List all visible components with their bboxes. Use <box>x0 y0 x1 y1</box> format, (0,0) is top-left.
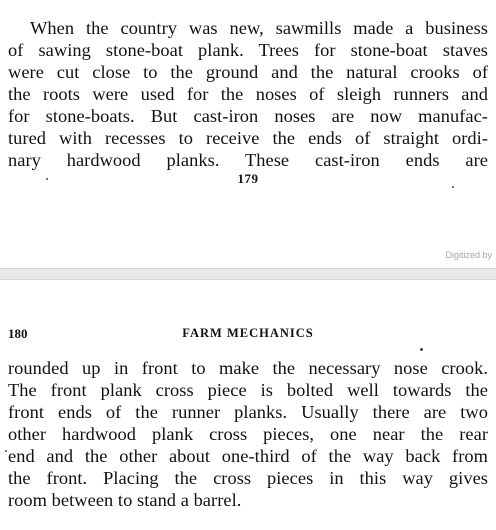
page-separator <box>0 268 496 280</box>
text-line: nary hardwood planks. These cast-iron ends are <box>8 150 488 170</box>
page-number-180: 180 <box>8 326 28 341</box>
scan-speck <box>452 186 454 188</box>
text-line: the front. Placing the cross pieces in this way gives <box>8 468 488 488</box>
page-179-body-text <box>8 17 488 171</box>
text-line: When the country was new, sawmills made a business <box>30 18 488 38</box>
text-line: other hardwood plank cross pieces, one near the rear <box>8 424 488 444</box>
text-line: tured with recesses to receive the ends of straight ordi- <box>8 128 488 148</box>
page-180 <box>0 280 496 530</box>
text-line: The front plank cross piece is bolted well towards the <box>8 380 488 400</box>
digitized-watermark: Digitized by <box>445 250 492 260</box>
text-line: were cut close to the ground and the natural crooks of <box>8 62 488 82</box>
text-line: rounded up in front to make the necessary nose crook. <box>8 358 488 378</box>
text-line: room between to stand a barrel. <box>8 490 242 510</box>
text-line: end and the other about one-third of the way back from <box>8 446 488 466</box>
scan-speck <box>5 450 7 452</box>
page-180-body-text <box>8 357 488 511</box>
running-title: FARM MECHANICS <box>182 326 314 340</box>
text-line: of sawing stone-boat plank. Trees for stone-boat staves <box>8 40 488 60</box>
text-line: the roots were used for the noses of sleigh runners and <box>8 84 488 104</box>
page-number-179: 179 <box>237 171 259 186</box>
scan-speck <box>420 348 423 351</box>
scan-speck <box>46 178 48 180</box>
text-line: for stone-boats. But cast-iron noses are now manufac- <box>8 106 488 126</box>
text-line: front ends of the runner planks. Usually there are two <box>8 402 488 422</box>
